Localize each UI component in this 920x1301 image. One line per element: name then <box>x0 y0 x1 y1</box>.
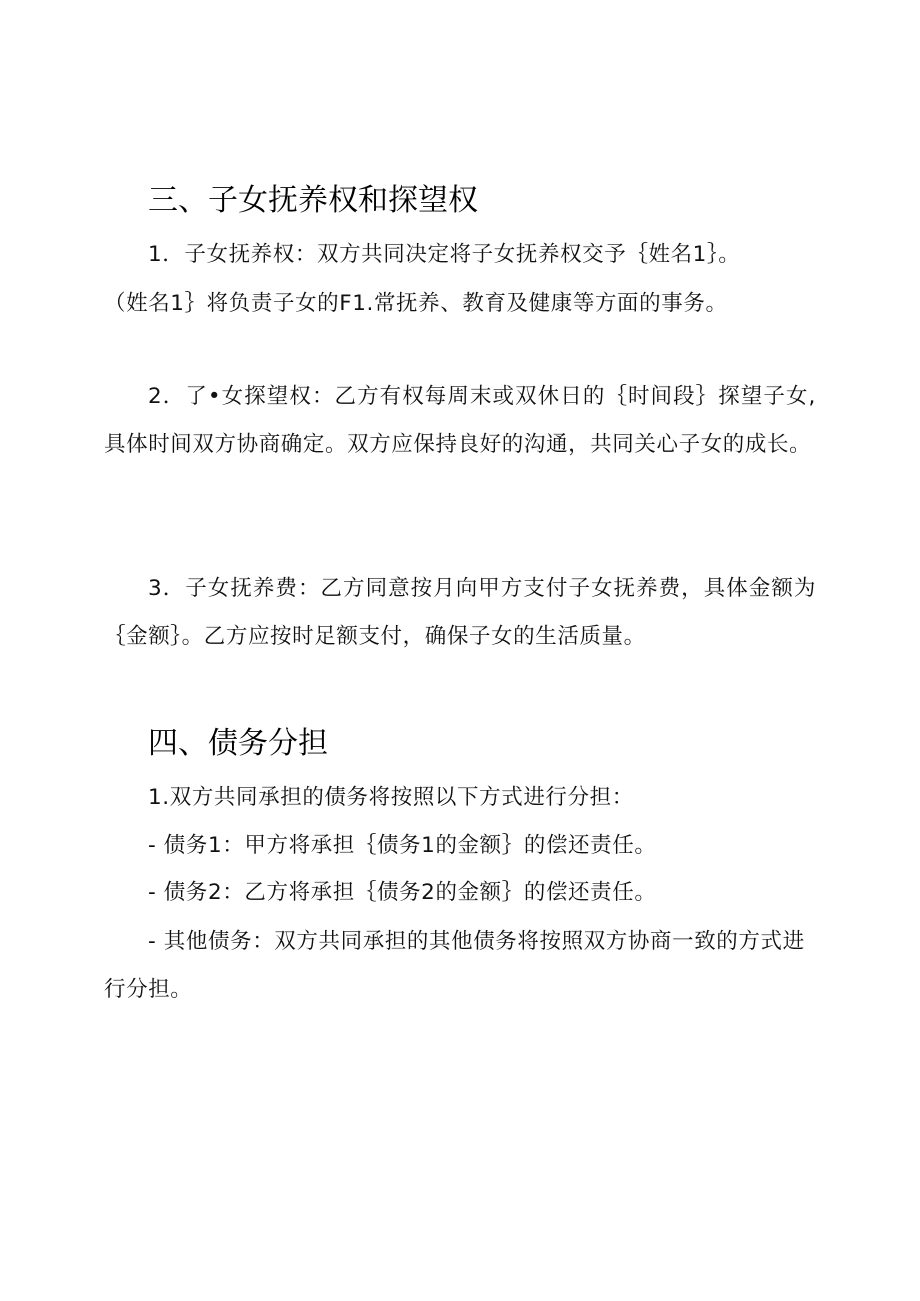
debt-intro: 1.双方共同承担的债务将按照以下方式进行分担： <box>148 785 634 810</box>
child-support-paragraph: 3．子女抚养费：乙方同意按月向甲方支付子女抚养费，具体金额为｛金额｝。乙方应按时足额支付，确保子女的生活质量。 <box>104 576 816 649</box>
section-heading-custody: 三、子女抚养权和探望权 <box>148 183 478 218</box>
custody-item-1-line-1: 1．子女抚养权：双方共同决定将子女抚养权交予｛姓名1｝。 <box>148 242 741 267</box>
debt-item-2: - 债务2：乙方将承担｛债务2的金额｝的偿还责任。 <box>148 880 657 905</box>
visitation-paragraph: 2．了•女探望权：乙方有权每周末或双休日的｛时间段｝探望子女,具体时间双方协商确定。双方应保持良好的沟通，共同关心子女的成长。 <box>104 384 816 457</box>
debt-item-other: - 其他债务：双方共同承担的其他债务将按照双方协商一致的方式进行分担。 <box>104 929 805 1002</box>
debt-item-1: - 债务1：甲方将承担｛债务1的金额｝的偿还责任。 <box>148 833 657 858</box>
section-heading-debt: 四、债务分担 <box>148 726 328 761</box>
custody-item-1-line-2: （姓名1｝将负责子女的F1.常抚养、教育及健康等方面的事务。 <box>104 291 728 316</box>
